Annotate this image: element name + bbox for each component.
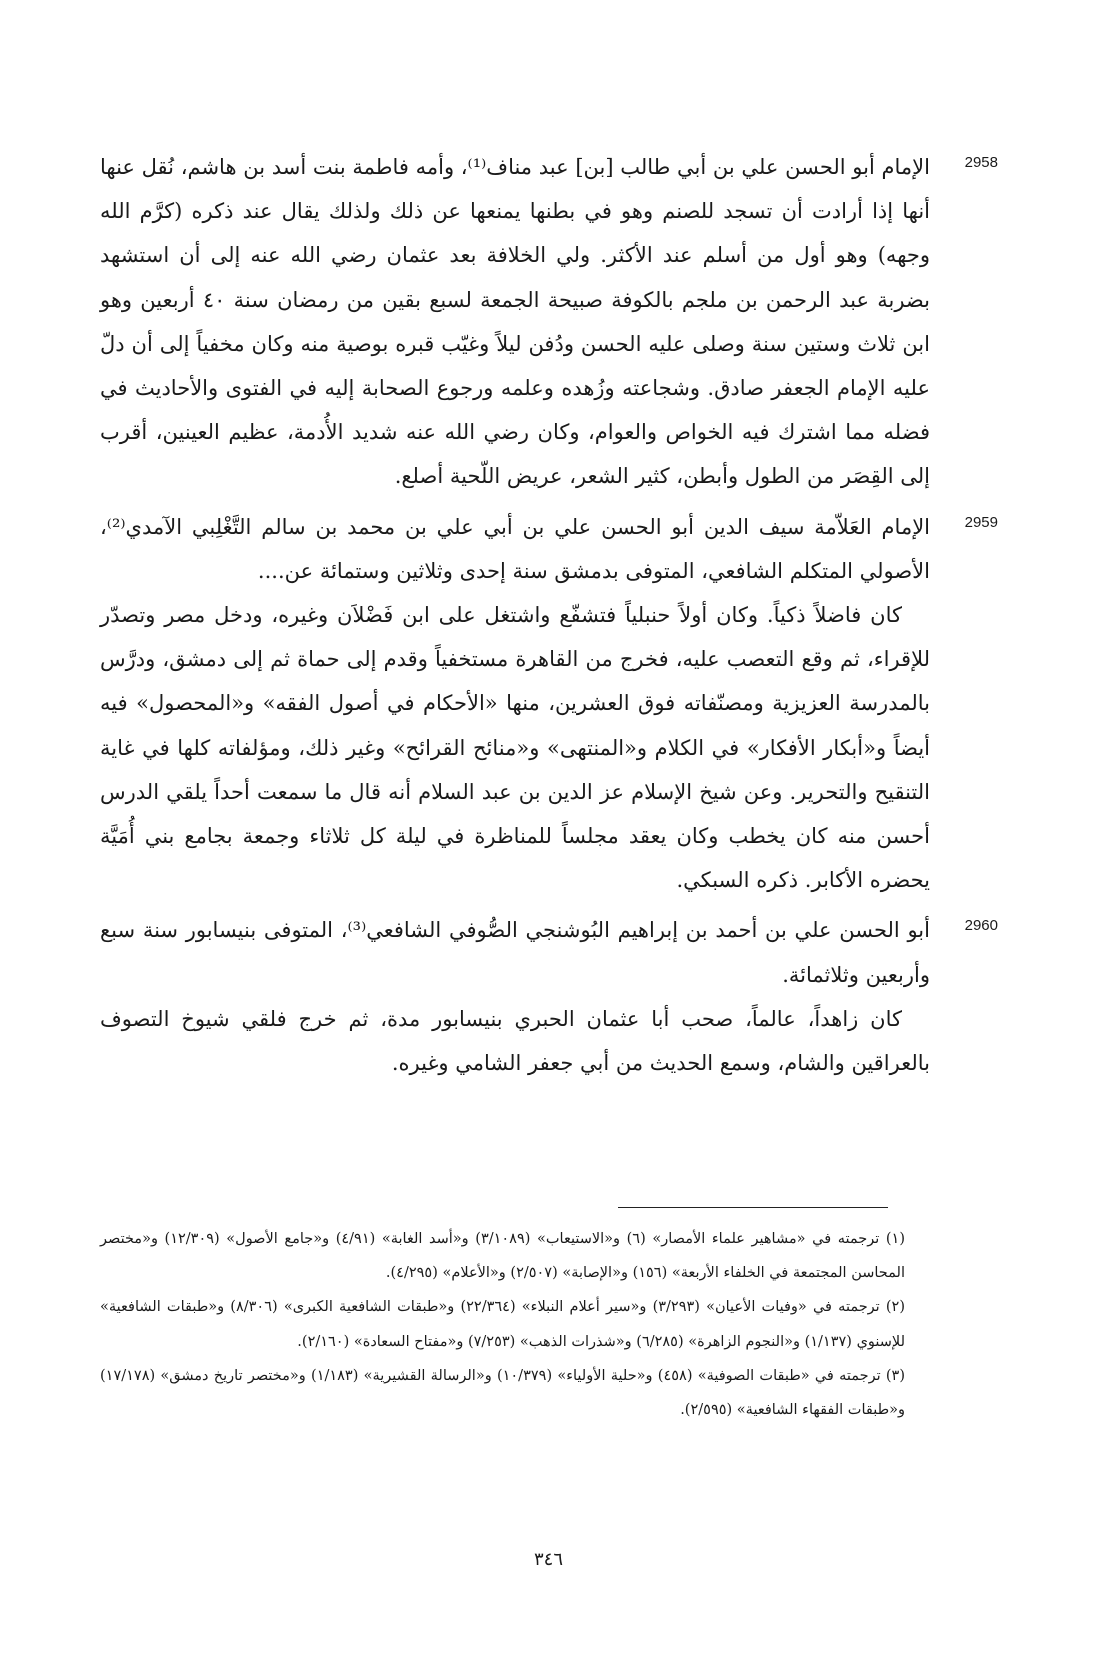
footnote-1: (١) ترجمته في «مشاهير علماء الأمصار» (٦) و«الاستيعاب» (٣/١٠٨٩) و«أسد الغابة» (٤/٩١) و«جامع الأصول» (١٢/٣٠٩) و«مختصر المحاسن المجتمعة في الخلفاء الأربعة» (١٥٦) و«الإصابة» (٢/٥٠٧) و«الأعلام» (٤/٢٩٥).: [100, 1231, 905, 1282]
main-text: [100, 145, 998, 1091]
entry-number: 2958: [964, 154, 998, 171]
footnote-divider: [618, 1207, 888, 1208]
footnote-2: (٢) ترجمته في «وفيات الأعيان» (٣/٢٩٣) و«سير أعلام النبلاء» (٢٢/٣٦٤) و«طبقات الشافعية الكبرى» (٨/٣٠٦) و«طبقات الشافعية» للإسنوي (١/١٣٧) و«النجوم الزاهرة» (٦/٢٨٥) و«شذرات الذهب» (٧/٢٥٣) و«مفتاح السعادة» (٢/١٦٠).: [100, 1299, 905, 1350]
entry-paragraph: أبو الحسن علي بن أحمد بن إبراهيم البُوشنجي الصُّوفي الشافعي⁽³⁾، المتوفى بنيسابور سنة سبع وأربعين وثلاثمائة.: [100, 918, 930, 987]
entry-paragraph: كان فاضلاً ذكياً. وكان أولاً حنبلياً فتشفّع واشتغل على ابن فَضْلاَن وغيره، ودخل مصر وتصدّر للإقراء، ثم وقع التعصب عليه، فخرج من القاهرة مستخفياً وقدم إلى حماة ثم إلى دمشق، ودرَّس بالمدرسة العزيزية ومصنّفاته فوق العشرين، منها «الأحكام في أصول الفقه» و«المحصول» فيه أيضاً و«أبكار الأفكار» في الكلام و«المنتهى» و«منائح القرائح» وغير ذلك، ومؤلفاته كلها في غاية التنقيح والتحرير. وعن شيخ الإسلام عز الدين بن عبد السلام أنه قال ما سمعت أحداً يلقي الدرس أحسن منه كان يخطب وكان يعقد مجلساً للمناظرة في ليلة كل ثلاثاء وجمعة بجامع بني أُمَيَّة يحضره الأكابر. ذكره السبكي.: [100, 603, 930, 893]
footnotes: [100, 1222, 905, 1427]
entry-2960: [100, 908, 998, 1085]
footnote-3: (٣) ترجمته في «طبقات الصوفية» (٤٥٨) و«حلية الأولياء» (١٠/٣٧٩) و«الرسالة القشيرية» (١/١٨٣) و«مختصر تاريخ دمشق» (١٧/١٧٨) و«طبقات الفقهاء الشافعية» (٢/٥٩٥).: [100, 1367, 905, 1419]
entry-number: 2960: [964, 917, 998, 935]
entry-number: 2959: [964, 513, 998, 531]
page-number: ٣٤٦: [533, 1549, 563, 1570]
entry-paragraph: الإمام أبو الحسن علي بن أبي طالب [بن] عبد مناف⁽¹⁾، وأمه فاطمة بنت أسد بن هاشم، نُقل عنها أنها إذا أرادت أن تسجد للصنم وهو في بطنها يمنعها عن ذلك ولذلك يقال عند ذكره (كرَّم الله وجهه) وهو أول من أسلم عند الأكثر. ولي الخلافة بعد عثمان رضي الله عنه إلى أن استشهد بضربة عبد الرحمن بن ملجم بالكوفة صبيحة الجمعة لسبع بقين من رمضان سنة ٤٠ أربعين وهو ابن ثلاث وستين سنة وصلى عليه الحسن ودُفن ليلاً وغيّب قبره بوصية منه وكان مخفياً إلى أن دلّ عليه الإمام الجعفر صادق. وشجاعته وزُهده وعلمه ورجوع الصحابة إليه في الفتوى والأحاديث في فضله مما اشترك فيه الخواص والعوام، وكان رضي الله عنه شديد الأُدمة، عظيم العينين، أقرب إلى القِصَر من الطول وأبطن، كثير الشعر، عريض اللّحية أصلع.: [100, 155, 930, 489]
entry-paragraph: كان زاهداً، عالماً، صحب أبا عثمان الحبري بنيسابور مدة، ثم خرج فلقي شيوخ التصوف بالعراقين والشام، وسمع الحديث من أبي جعفر الشامي وغيره.: [100, 1006, 930, 1076]
entry-2958: [100, 145, 998, 499]
entry-paragraph: الإمام العَلاّمة سيف الدين أبو الحسن علي بن أبي علي بن محمد بن سالم التَّغْلِبي الآمدي⁽²⁾، الأصولي المتكلم الشافعي، المتوفى بدمشق سنة إحدى وثلاثين وستمائة عن....: [100, 514, 930, 583]
entry-2959: [100, 505, 998, 903]
